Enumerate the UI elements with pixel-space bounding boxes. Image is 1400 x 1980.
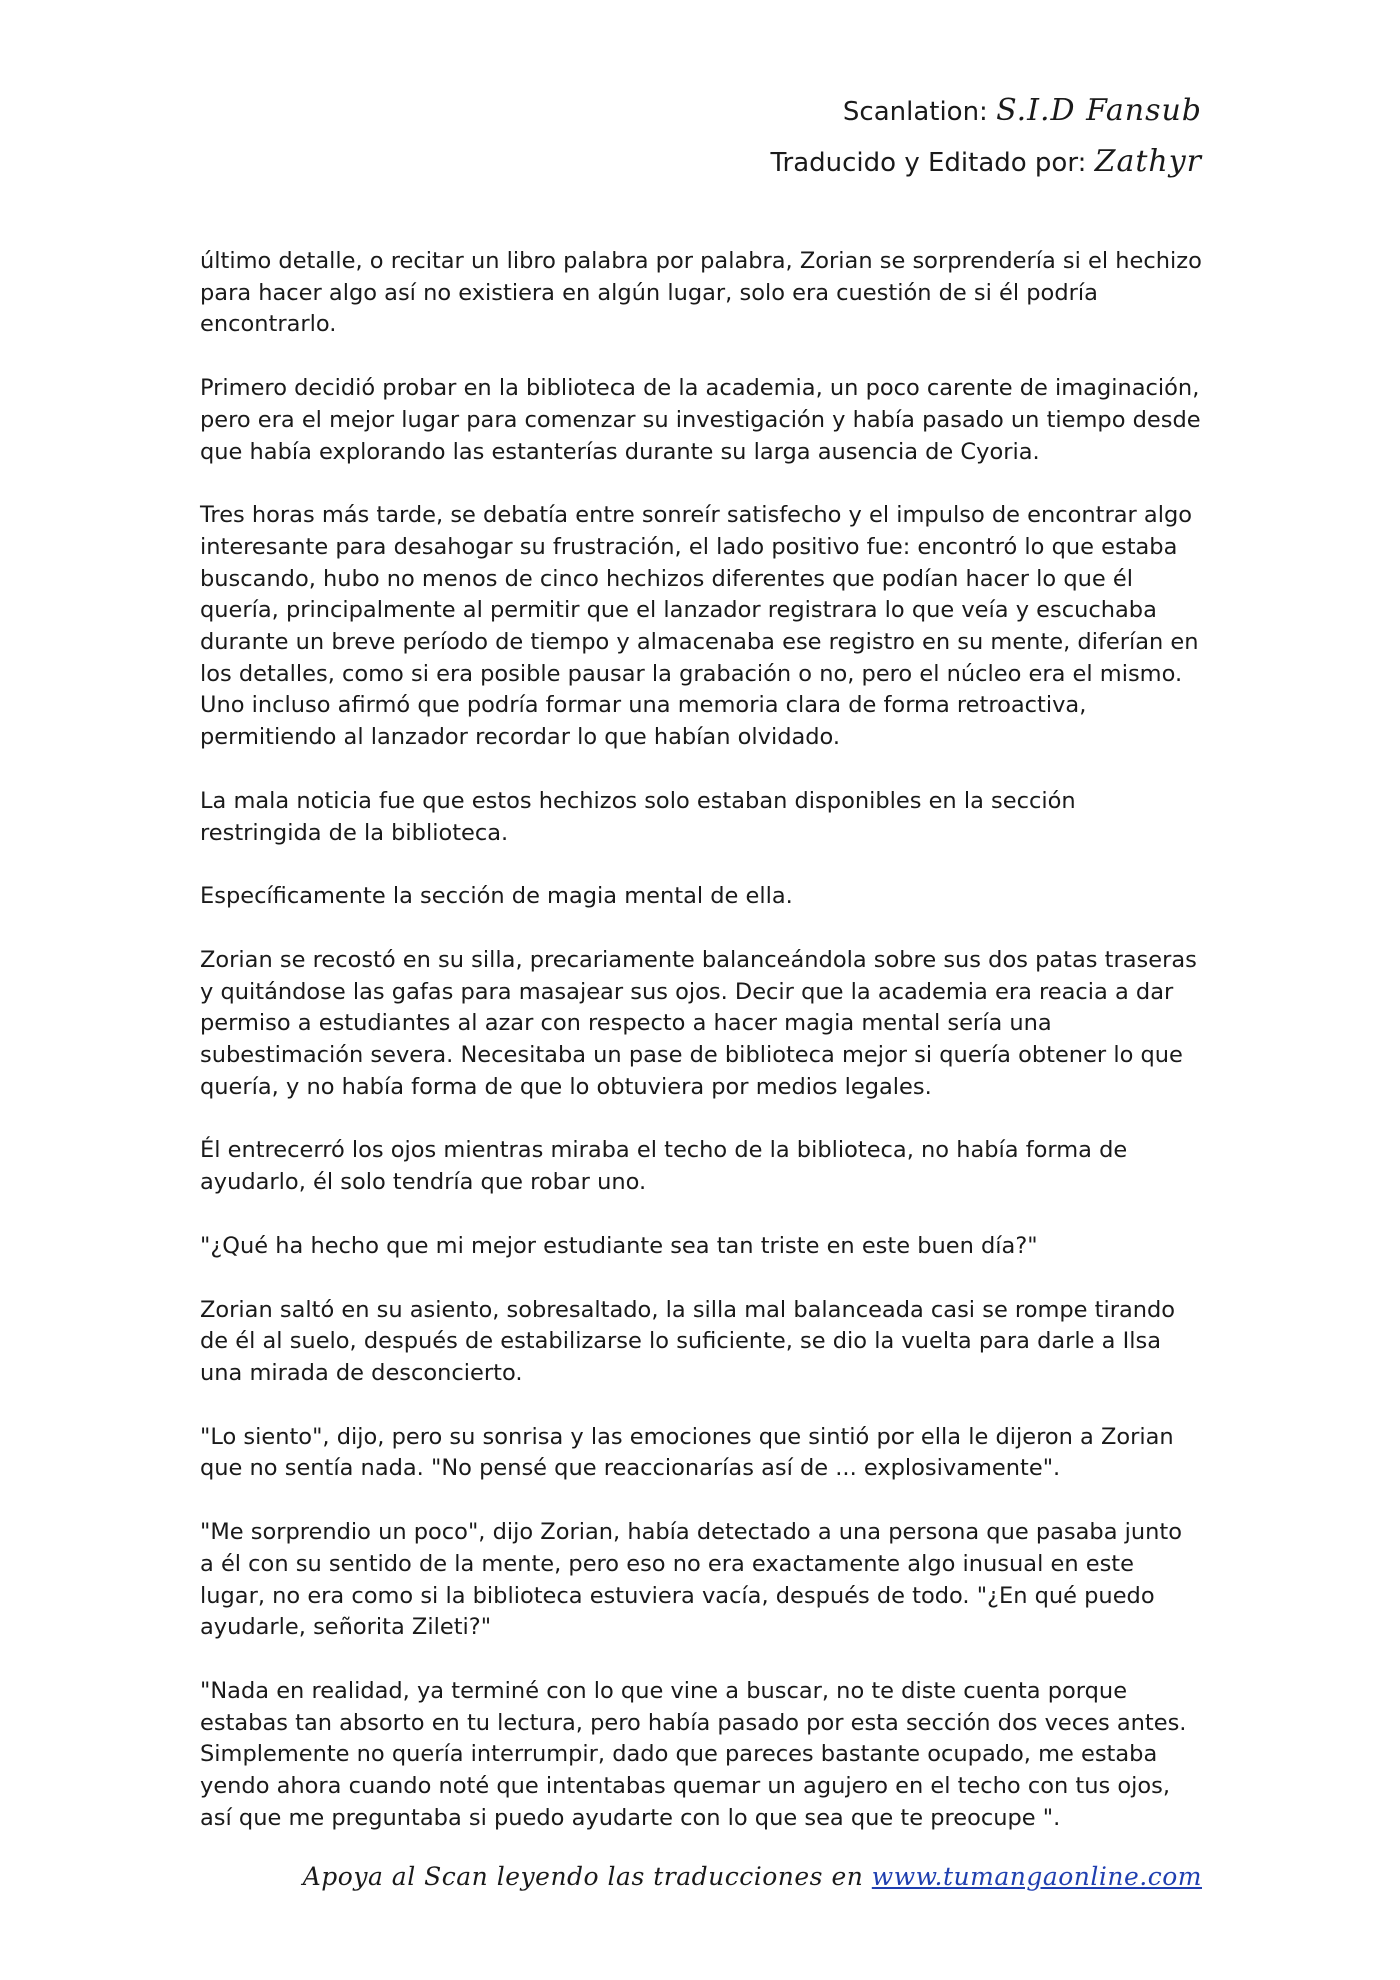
document-body	[200, 246, 1202, 1866]
paragraph: Él entrecerró los ojos mientras miraba el techo de la biblioteca, no había forma de ayudarlo, él solo tendría que robar uno.	[200, 1137, 1128, 1196]
support-footer	[303, 1862, 1202, 1891]
footer-text: Apoya al Scan leyendo las traducciones en	[302, 1862, 864, 1891]
translator-credit	[770, 137, 1202, 188]
scanlation-group: S.I.D Fansub	[996, 93, 1202, 128]
paragraph: "Nada en realidad, ya terminé con lo que vine a buscar, no te diste cuenta porque estabas tan absorto en tu lectura, pero había pasado por esta sección dos veces antes. Simplemente no quería interrumpir, dado que pareces bastante ocupado, me estaba yendo ahora cuando noté que intentabas quemar un agujero en el techo con tus ojos, así que me preguntaba si puedo ayudarte con lo que sea que te preocupe ".	[200, 1677, 1187, 1831]
scanlation-label: Scanlation:	[842, 97, 988, 127]
paragraph: Tres horas más tarde, se debatía entre sonreír satisfecho y el impulso de encontrar algo interesante para desahogar su frustración, el lado positivo fue: encontró lo que estaba buscando, hubo no menos de cinco hechizos diferentes que podían hacer lo que él quería, principalmente al permitir que el lanzador registrara lo que veía y escuchaba durante un breve período de tiempo y almacenaba ese registro en su mente, diferían en los detalles, como si era posible pausar la grabación o no, pero el núcleo era el mismo. Uno incluso afirmó que podría formar una memoria clara de forma retroactiva, permitiendo al lanzador recordar lo que habían olvidado.	[200, 502, 1199, 751]
paragraph: Primero decidió probar en la biblioteca de la academia, un poco carente de imaginación, pero era el mejor lugar para comenzar su investigación y había pasado un tiempo desde que había explorando las estanterías durante su larga ausencia de Cyoria.	[200, 375, 1201, 465]
scanlation-credit	[770, 86, 1202, 137]
translator-name: Zathyr	[1094, 144, 1202, 179]
credits-header	[770, 86, 1202, 188]
paragraph: Zorian se recostó en su silla, precariamente balanceándola sobre sus dos patas traseras y quitándose las gafas para masajear sus ojos. Decir que la academia era reacia a dar permiso a estudiantes al azar con respecto a hacer magia mental sería una subestimación severa. Necesitaba un pase de biblioteca mejor si quería obtener lo que quería, y no había forma de que lo obtuviera por medios legales.	[200, 946, 1197, 1100]
paragraph: La mala noticia fue que estos hechizos solo estaban disponibles en la sección restringida de la biblioteca.	[200, 787, 1076, 846]
translator-label: Traducido y Editado por:	[770, 148, 1087, 178]
paragraph: "Me sorprendio un poco", dijo Zorian, había detectado a una persona que pasaba junto a él con su sentido de la mente, pero eso no era exactamente algo inusual en este lugar, no era como si la biblioteca estuviera vacía, después de todo. "¿En qué puedo ayudarle, señorita Zileti?"	[200, 1519, 1182, 1641]
paragraph: "Lo siento", dijo, pero su sonrisa y las emociones que sintió por ella le dijeron a Zorian que no sentía nada. "No pensé que reaccionarías así de ... explosivamente".	[200, 1423, 1174, 1482]
paragraph: Específicamente la sección de magia mental de ella.	[200, 883, 793, 910]
paragraph: último detalle, o recitar un libro palabra por palabra, Zorian se sorprendería si el hechizo para hacer algo así no existiera en algún lugar, solo era cuestión de si él podría encontrarlo.	[200, 248, 1202, 338]
paragraph: Zorian saltó en su asiento, sobresaltado, la silla mal balanceada casi se rompe tirando de él al suelo, después de estabilizarse lo suficiente, se dio la vuelta para darle a Ilsa una mirada de desconcierto.	[200, 1296, 1176, 1386]
tumangaonline-link[interactable]: www.tumangaonline.com	[871, 1862, 1202, 1891]
paragraph: "¿Qué ha hecho que mi mejor estudiante sea tan triste en este buen día?"	[200, 1232, 1038, 1259]
